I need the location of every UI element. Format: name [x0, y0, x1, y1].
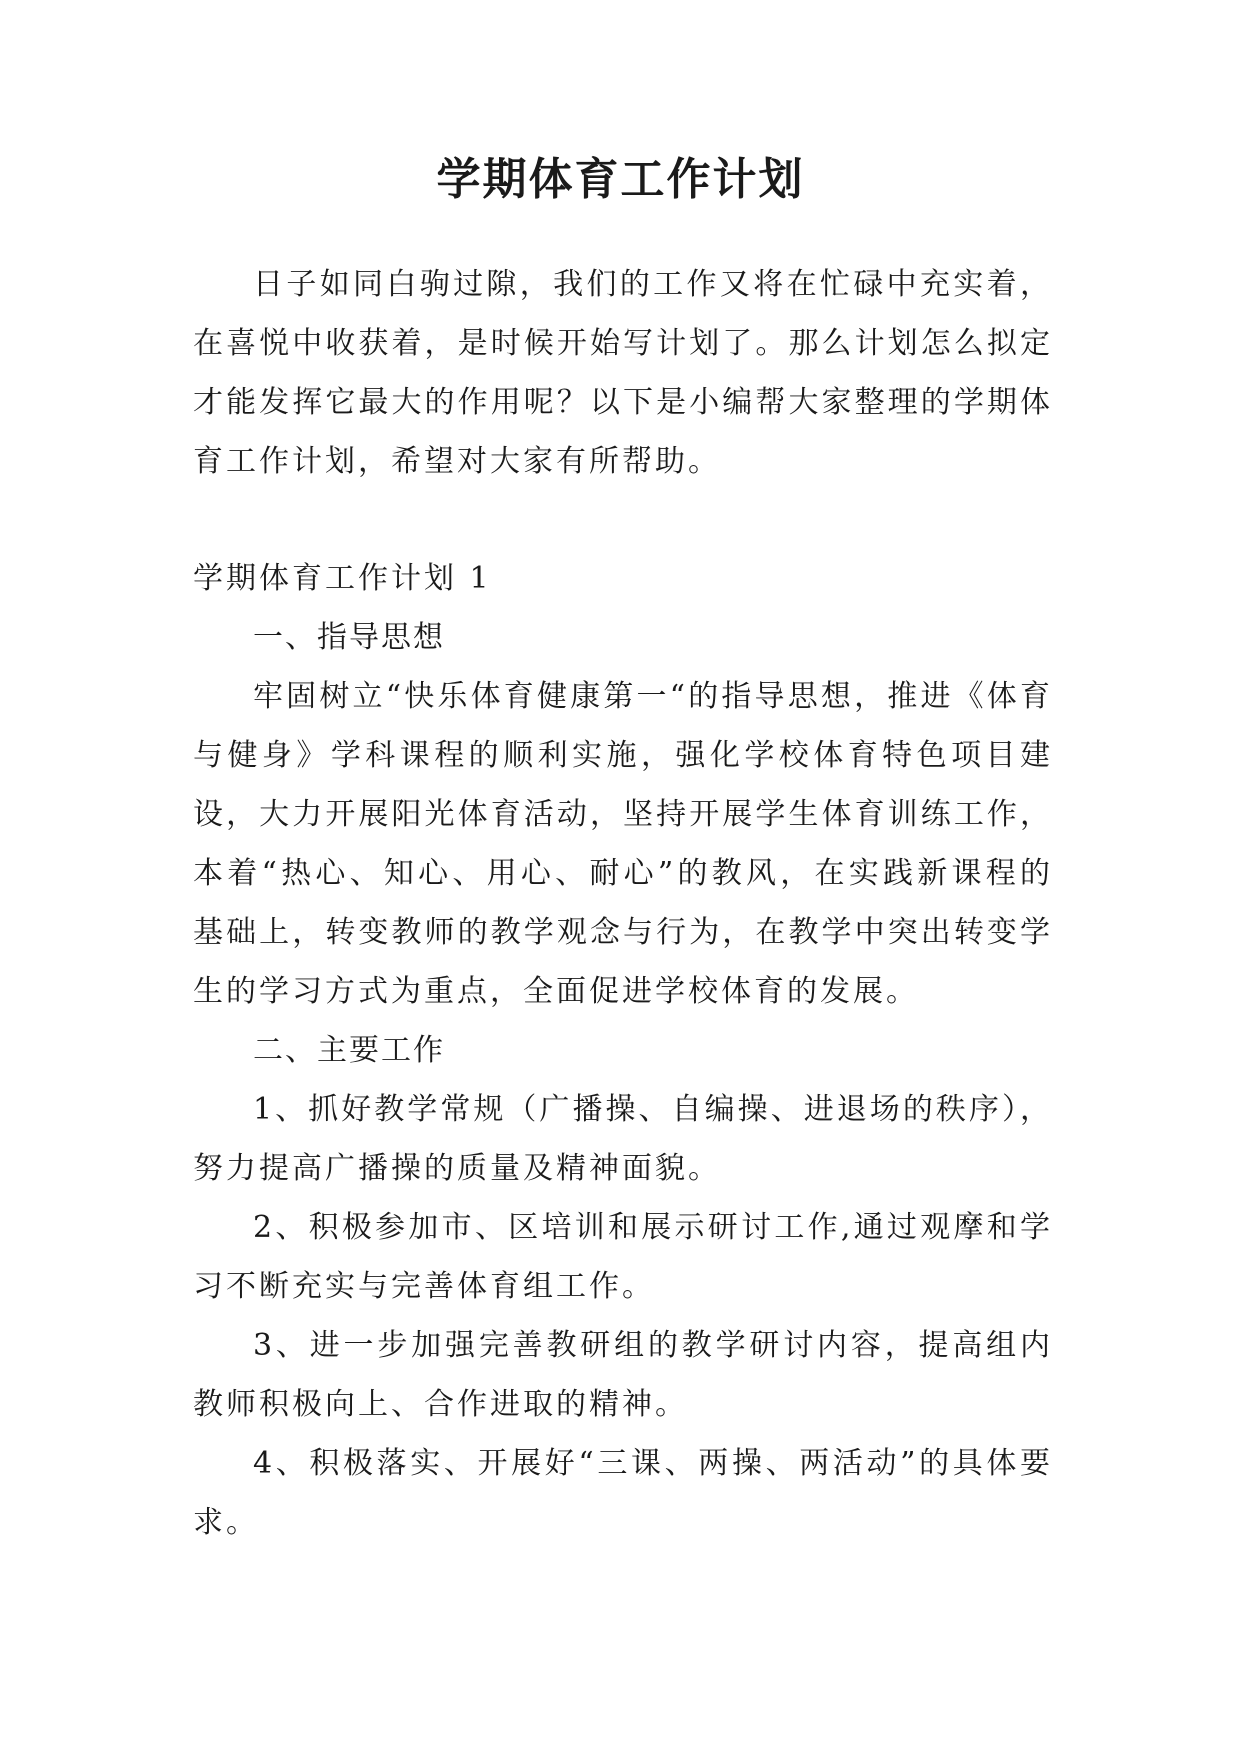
heading-main-work: 二、主要工作 [253, 1033, 445, 1068]
section-title: 学期体育工作计划 1 [193, 561, 492, 596]
work-item-2: 2、积极参加市、区培训和展示研讨工作,通过观摩和学习不断充实与完善体育组工作。 [193, 1210, 1053, 1304]
work-item-4: 4、积极落实、开展好“三课、两操、两活动”的具体要求。 [193, 1446, 1053, 1540]
intro-paragraph: 日子如同白驹过隙，我们的工作又将在忙碌中充实着，在喜悦中收获着，是时候开始写计划了。那么计划怎么拟定才能发挥它最大的作用呢？以下是小编帮大家整理的学期体育工作计划，希望对大家有所帮助。 [193, 267, 1053, 479]
work-item-1: 1、抓好教学常规（广播操、自编操、进退场的秩序），努力提高广播操的质量及精神面貌。 [193, 1092, 1053, 1186]
guiding-ideology-paragraph: 牢固树立“快乐体育健康第一“的指导思想，推进《体育与健身》学科课程的顺利实施，强化学校体育特色项目建设，大力开展阳光体育活动，坚持开展学生体育训练工作，本着“热心、知心、用心、耐心”的教风，在实践新课程的基础上，转变教师的教学观念与行为，在教学中突出转变学生的学习方式为重点，全面促进学校体育的发展。 [193, 679, 1053, 1009]
document-body [193, 255, 1053, 1552]
document-title: 学期体育工作计划 [436, 154, 805, 205]
heading-guiding-ideology: 一、指导思想 [253, 620, 445, 655]
work-item-3: 3、进一步加强完善教研组的教学研讨内容，提高组内教师积极向上、合作进取的精神。 [193, 1328, 1053, 1422]
